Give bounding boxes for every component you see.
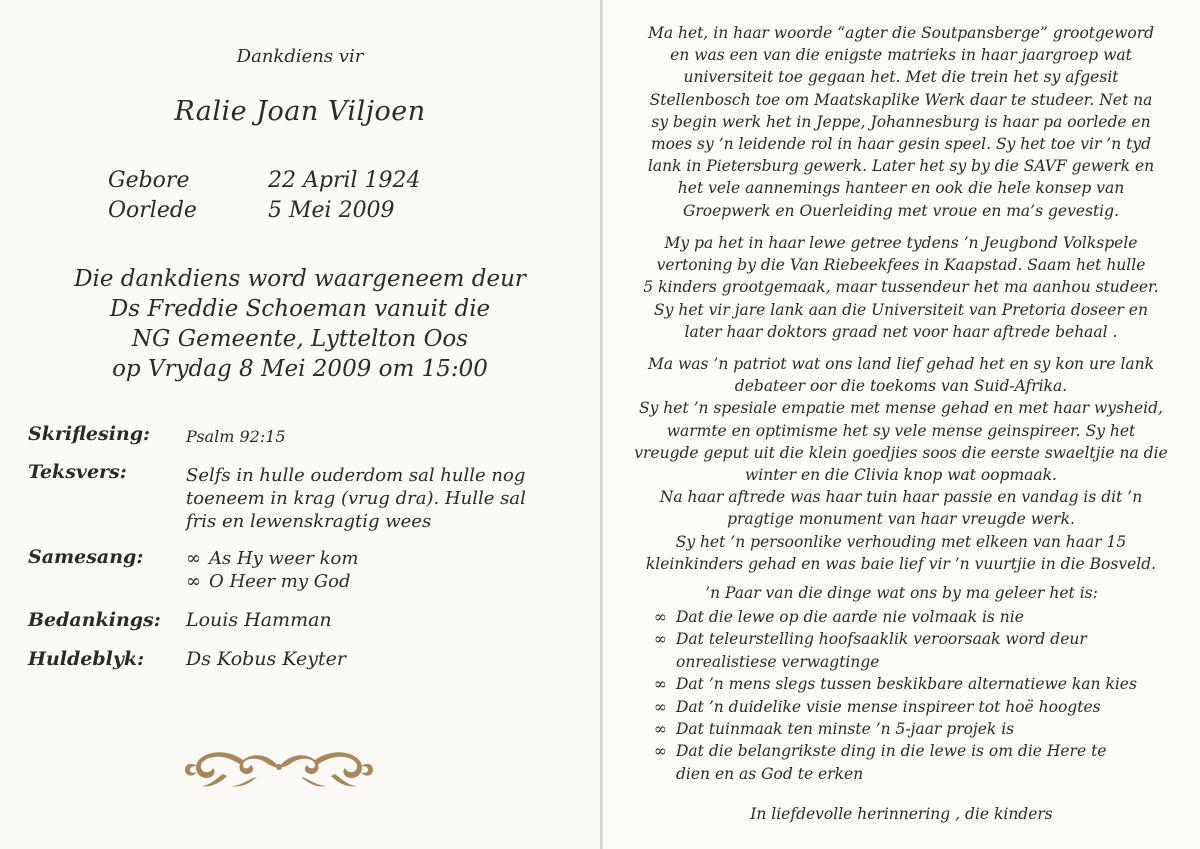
text-line: universiteit toe gegaan het. Met die trein het sy afgesit [683, 68, 1119, 87]
text-line: lank in Pietersburg gewerk. Later het sy by die SAVF gewerk en [647, 157, 1155, 176]
lesson-text: Dat teleurstelling hoofsaaklik veroorsaak word deur [676, 630, 1087, 649]
lesson-text: Dat ’n mens slegs tussen beskikbare alternatiewe kan kies [676, 675, 1137, 694]
lesson-text: Dat ’n duidelike visie mense inspireer tot hoë hoogtes [676, 697, 1101, 716]
text-line: Groepwerk en Ouerleiding met vroue en ma’s gevestig. [683, 201, 1119, 220]
text-line: Sy het ’n persoonlike verhouding met elkeen van haar 15 [675, 532, 1127, 551]
text-verse-label: Teksvers: [28, 461, 127, 483]
deceased-name: Ralie Joan Viljoen [174, 96, 426, 127]
text-line: Sy het vir jare lank aan die Universiteit van Pretoria doseer en [654, 300, 1148, 319]
text-line: Ma was ’n patriot wat ons land lief gehad het en sy kon ure lank [647, 355, 1155, 373]
text-verse-line: Selfs in hulle ouderdom sal hulle nog [186, 465, 526, 486]
text-line: sy begin werk het in Jeppe, Johannesburg is haar pa oorlede en [651, 112, 1151, 131]
text-line: My pa het in haar lewe getree tydens ’n Jeugbond Volkspele [664, 234, 1138, 252]
born-date: 22 April 1924 [268, 168, 421, 193]
lesson-text: Dat die belangrikste ding in die lewe is om die Here te [676, 742, 1107, 761]
text-line: Sy het ’n spesiale empatie met mense gehad en met haar wysheid, [639, 399, 1163, 418]
text-line: pragtige monument van haar vreugde werk. [727, 510, 1075, 529]
list-item [650, 606, 1180, 628]
text-line: debateer oor die toekoms van Suid-Afrika. [734, 377, 1068, 396]
text-line: winter en die Clivia knop wat oopmaak. [745, 466, 1057, 485]
text-line: het vele aannemings hanteer en ook die hele konsep van [677, 179, 1125, 198]
service-details [0, 264, 600, 384]
singing-list [186, 547, 358, 593]
thanks-label: Bedankings: [28, 609, 161, 631]
biography-paragraph-2 [618, 232, 1184, 343]
died-label: Oorlede [108, 198, 197, 223]
text-line: vertoning by die Van Riebeekfees in Kaapstad. Saam het hulle [656, 256, 1146, 275]
biography-paragraph-1 [618, 22, 1184, 222]
card-heading: Dankdiens vir [236, 46, 364, 67]
text-verse-line: toeneem in krag (vrug dra). Hulle sal [186, 488, 526, 509]
signoff: In liefdevolle herinnering , die kinders [750, 805, 1053, 823]
text-line: later haar doktors graad net voor haar aftrede behaal . [684, 322, 1118, 341]
infinity-bullet-icon: ∞ [654, 630, 667, 649]
lesson-text: Dat tuinmaak ten minste ’n 5-jaar projek is [676, 720, 1015, 739]
list-item [650, 673, 1180, 695]
text-line: moes sy ’n leidende rol in haar gesin speel. Sy het toe vir ’n tyd [650, 135, 1152, 154]
list-item [650, 696, 1180, 718]
lessons-list [650, 606, 1180, 785]
lessons-intro: ’n Paar van die dinge wat ons by ma geleer het is: [705, 584, 1098, 602]
list-item [186, 570, 358, 593]
service-line: op Vrydag 8 Mei 2009 om 15:00 [112, 356, 488, 382]
text-line: Na haar aftrede was haar tuin haar passie en vandag is dit ’n [659, 488, 1143, 507]
scroll-ornament-icon [183, 744, 375, 790]
infinity-bullet-icon: ∞ [654, 720, 667, 739]
infinity-bullet-icon: ∞ [186, 548, 201, 569]
text-verse-value [186, 464, 546, 533]
infinity-bullet-icon: ∞ [186, 571, 201, 592]
text-line: 5 kinders grootgemaak, maar tussendeur het ma aanhou studeer. [643, 278, 1159, 297]
list-item [650, 718, 1180, 740]
tribute-label: Huldeblyk: [28, 648, 145, 670]
text-line: kleinkinders gehad en was baie lief vir ’n vuurtjie in die Bosveld. [645, 554, 1157, 573]
text-line: warmte en optimisme het sy vele mense geinspireer. Sy het [666, 421, 1136, 440]
infinity-bullet-icon: ∞ [654, 697, 667, 716]
text-line: Ma het, in haar woorde “agter die Soutpansberge” grootgeword [647, 24, 1155, 42]
reading-value: Psalm 92:15 [186, 427, 286, 446]
list-item [650, 628, 1180, 673]
text-line: Stellenbosch toe om Maatskaplike Werk daar te studeer. Net na [649, 90, 1153, 109]
died-date: 5 Mei 2009 [268, 198, 395, 223]
singing-label: Samesang: [28, 546, 144, 568]
lesson-continuation: onrealistiese verwagtinge [676, 652, 880, 671]
hymn-title: As Hy weer kom [209, 548, 359, 569]
infinity-bullet-icon: ∞ [654, 675, 667, 694]
list-item [186, 547, 358, 570]
hymn-title: O Heer my God [209, 571, 351, 592]
service-line: Die dankdiens word waargeneem deur [74, 266, 526, 292]
lesson-continuation: dien en as God te erken [676, 764, 864, 783]
service-line: NG Gemeente, Lyttelton Oos [131, 326, 469, 352]
infinity-bullet-icon: ∞ [654, 742, 667, 761]
biography-paragraph-3 [618, 353, 1184, 575]
reading-label: Skriflesing: [28, 423, 151, 445]
list-item [650, 740, 1180, 785]
tribute-value: Ds Kobus Keyter [186, 648, 346, 670]
thanks-value: Louis Hamman [186, 609, 332, 631]
text-line: en was een van die enigste matrieks in haar jaargroep wat [670, 46, 1132, 65]
born-label: Gebore [108, 168, 190, 193]
lesson-text: Dat die lewe op die aarde nie volmaak is nie [676, 608, 1024, 626]
text-line: vreugde geput uit die klein goedjies soos die eerste swaeltjie na die [634, 443, 1168, 462]
service-line: Ds Freddie Schoeman vanuit die [109, 296, 491, 322]
infinity-bullet-icon: ∞ [654, 608, 667, 626]
text-verse-line: fris en lewenskragtig wees [186, 511, 432, 532]
